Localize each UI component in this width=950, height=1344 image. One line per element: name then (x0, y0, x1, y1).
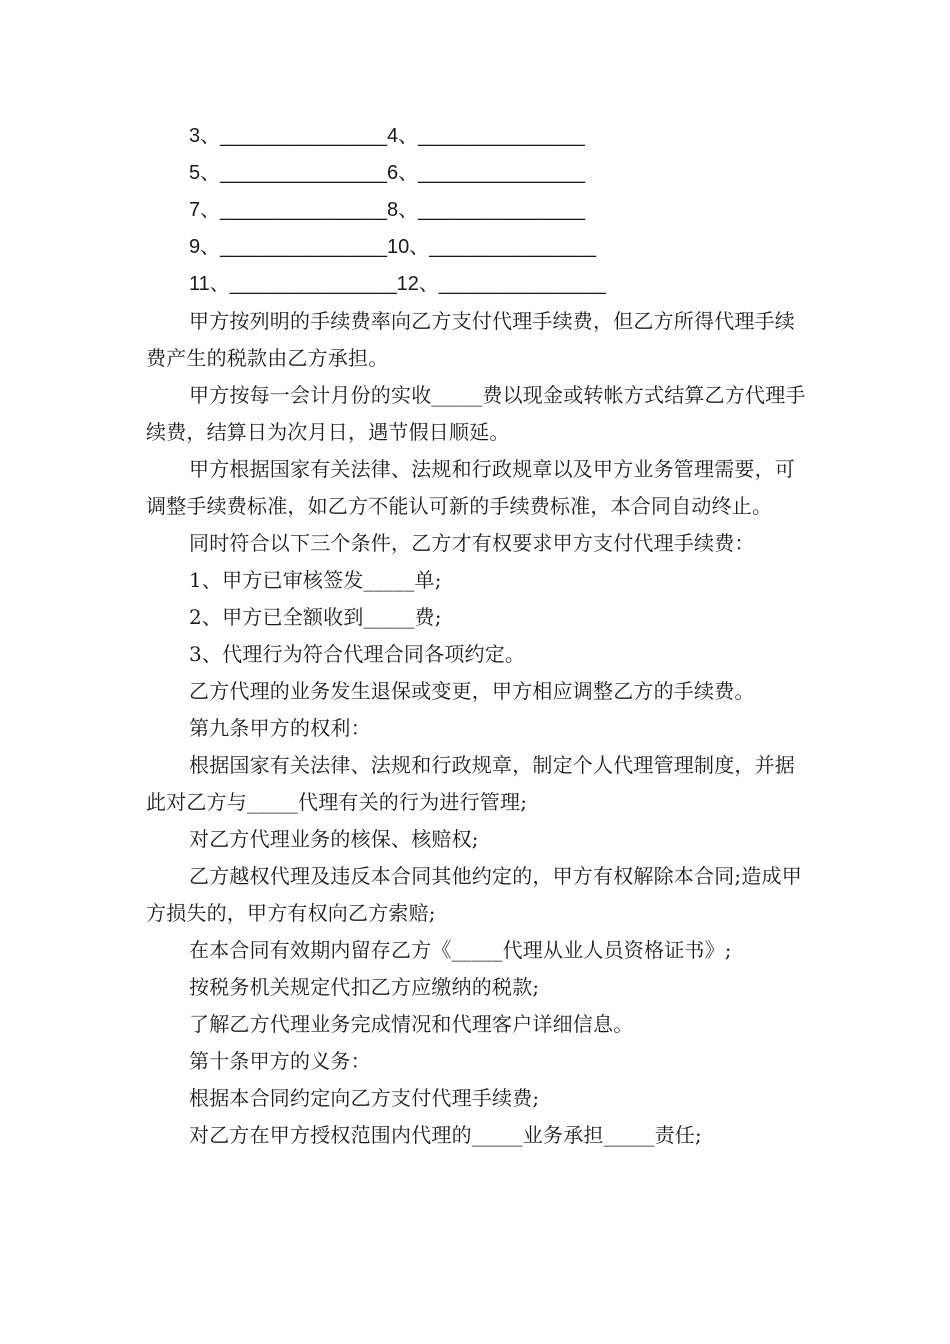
condition-item-3: 3、代理行为符合代理合同各项约定。 (189, 642, 526, 666)
numbered-blank-line-3-4: 3、_______________4、_______________ (189, 125, 585, 147)
document-body (146, 118, 814, 1154)
duty-pay-fees: 根据本合同约定向乙方支付代理手续费; (189, 1086, 540, 1110)
numbered-blank-line-9-10: 9、_______________10、_______________ (189, 236, 597, 258)
paragraph-conditions-intro: 同时符合以下三个条件，乙方才有权要求甲方支付代理手续费： (189, 531, 755, 555)
condition-item-1: 1、甲方已审核签发_____单; (189, 568, 442, 592)
duty-bear-responsibility: 对乙方在甲方授权范围内代理的_____业务承担_____责任; (189, 1123, 702, 1147)
article-9-heading: 第九条甲方的权利： (189, 716, 371, 740)
right-client-information: 了解乙方代理业务完成情况和代理客户详细信息。 (189, 1012, 634, 1036)
paragraph-fee-adjustment: 甲方根据国家有关法律、法规和行政规章以及甲方业务管理需要，可调整手续费标准，如乙方不能认可新的手续费标准，本合同自动终止。 (146, 457, 795, 518)
paragraph-settlement: 甲方按每一会计月份的实收_____费以现金或转帐方式结算乙方代理手续费，结算日为次月日，遇节假日顺延。 (146, 383, 806, 444)
numbered-blank-line-11-12: 11、_______________12、_______________ (189, 273, 606, 295)
right-underwriting: 对乙方代理业务的核保、核赔权; (189, 827, 479, 851)
numbered-blank-line-5-6: 5、_______________6、_______________ (189, 162, 585, 184)
numbered-blank-line-7-8: 7、_______________8、_______________ (189, 199, 585, 221)
right-terminate-contract: 乙方越权代理及违反本合同其他约定的，甲方有权解除本合同;造成甲方损失的，甲方有权向乙方索赔; (146, 864, 802, 925)
paragraph-surrender-adjustment: 乙方代理的业务发生退保或变更，甲方相应调整乙方的手续费。 (189, 679, 755, 703)
paragraph-fee-rate: 甲方按列明的手续费率向乙方支付代理手续费，但乙方所得代理手续费产生的税款由乙方承担。 (146, 309, 795, 370)
article-10-heading: 第十条甲方的义务： (189, 1049, 371, 1073)
condition-item-2: 2、甲方已全额收到_____费; (189, 605, 442, 629)
right-withhold-tax: 按税务机关规定代扣乙方应缴纳的税款; (189, 975, 540, 999)
right-retain-certificate: 在本合同有效期内留存乙方《_____代理从业人员资格证书》; (189, 938, 732, 962)
right-management-system: 根据国家有关法律、法规和行政规章，制定个人代理管理制度，并据此对乙方与_____代理有关的行为进行管理; (146, 753, 795, 814)
